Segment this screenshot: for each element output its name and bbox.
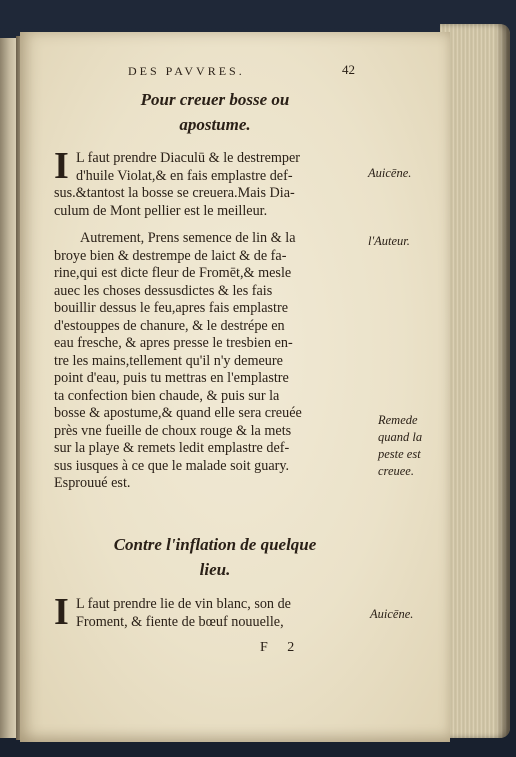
text-line: eau fresche, & apres presse le tresbien en- — [54, 335, 293, 351]
left-page-edge — [0, 38, 17, 738]
text-line: près vne fueille de choux rouge & la mets — [54, 422, 292, 439]
page-stack-shadow — [495, 24, 510, 738]
text-line: d'huile Violat,& en fais emplastre def- — [76, 167, 293, 184]
text-line: bouillir dessus le feu,apres fais emplastre — [54, 300, 289, 316]
text-line: sus.&tantost la bosse se creuera.Mais Dia- — [54, 185, 295, 201]
text-line: broye bien & destrempe de laict & de fa- — [54, 247, 287, 264]
drop-capital: I — [54, 591, 69, 633]
margin-note-avicene: Auicēne. — [370, 607, 414, 621]
margin-note-line: peste est — [378, 447, 421, 461]
paragraph-diaculum — [54, 145, 366, 220]
text-line: rine,qui est dicte fleur de Fromēt,& mesle — [54, 265, 292, 281]
text-line: L faut prendre lie de vin blanc, son de — [76, 596, 291, 612]
text-line: d'estouppes de chanure, & le destrépe en — [54, 317, 285, 334]
text-line: sur la playe & remets ledit emplastre def- — [54, 440, 290, 456]
margin-note-line: Remede — [378, 413, 418, 427]
margin-note-auteur: l'Auteur. — [368, 234, 410, 248]
page-number: 42 — [342, 62, 355, 77]
text-line: point d'eau, puis tu mettras en l'emplastre — [54, 370, 289, 386]
section-heading-bosse — [100, 87, 330, 137]
text-line: tre les mains,tellement qu'il n'y demeure — [54, 352, 283, 369]
text-line: bosse & apostume,& quand elle sera creuée — [54, 405, 302, 421]
signature-mark: F 2 — [260, 640, 303, 655]
text-line: auec les choses dessusdictes & les fais — [54, 282, 273, 299]
paragraph-lie-de-vin — [54, 591, 366, 633]
text-line: L faut prendre Diaculū & le destremper — [76, 150, 301, 166]
heading-line: apostume. — [179, 115, 251, 134]
heading-line: Pour creuer bosse ou — [140, 90, 290, 109]
section-heading-inflation — [80, 532, 350, 582]
text-line: sus iusques à ce que le malade soit guary. — [54, 457, 290, 474]
text-line: Autrement, Prens semence de lin & la — [80, 230, 296, 246]
text-line: Froment, & fiente de bœuf nouuelle, — [76, 613, 284, 630]
heading-line: lieu. — [199, 560, 231, 579]
margin-note-avicene: Auicēne. — [368, 166, 412, 180]
text-line: Esprouué est. — [54, 475, 131, 491]
paragraph-autrement — [54, 230, 366, 493]
margin-note-remede — [378, 412, 422, 480]
drop-capital: I — [54, 145, 69, 187]
margin-note-line: creuee. — [378, 464, 414, 478]
text-line: ta confection bien chaude, & puis sur la — [54, 387, 280, 404]
running-head: DES PAVVRES. — [128, 64, 245, 78]
text-line: culum de Mont pellier est le meilleur. — [54, 202, 268, 219]
margin-note-line: quand la — [378, 430, 423, 444]
heading-line: Contre l'inflation de quelque — [113, 535, 317, 554]
